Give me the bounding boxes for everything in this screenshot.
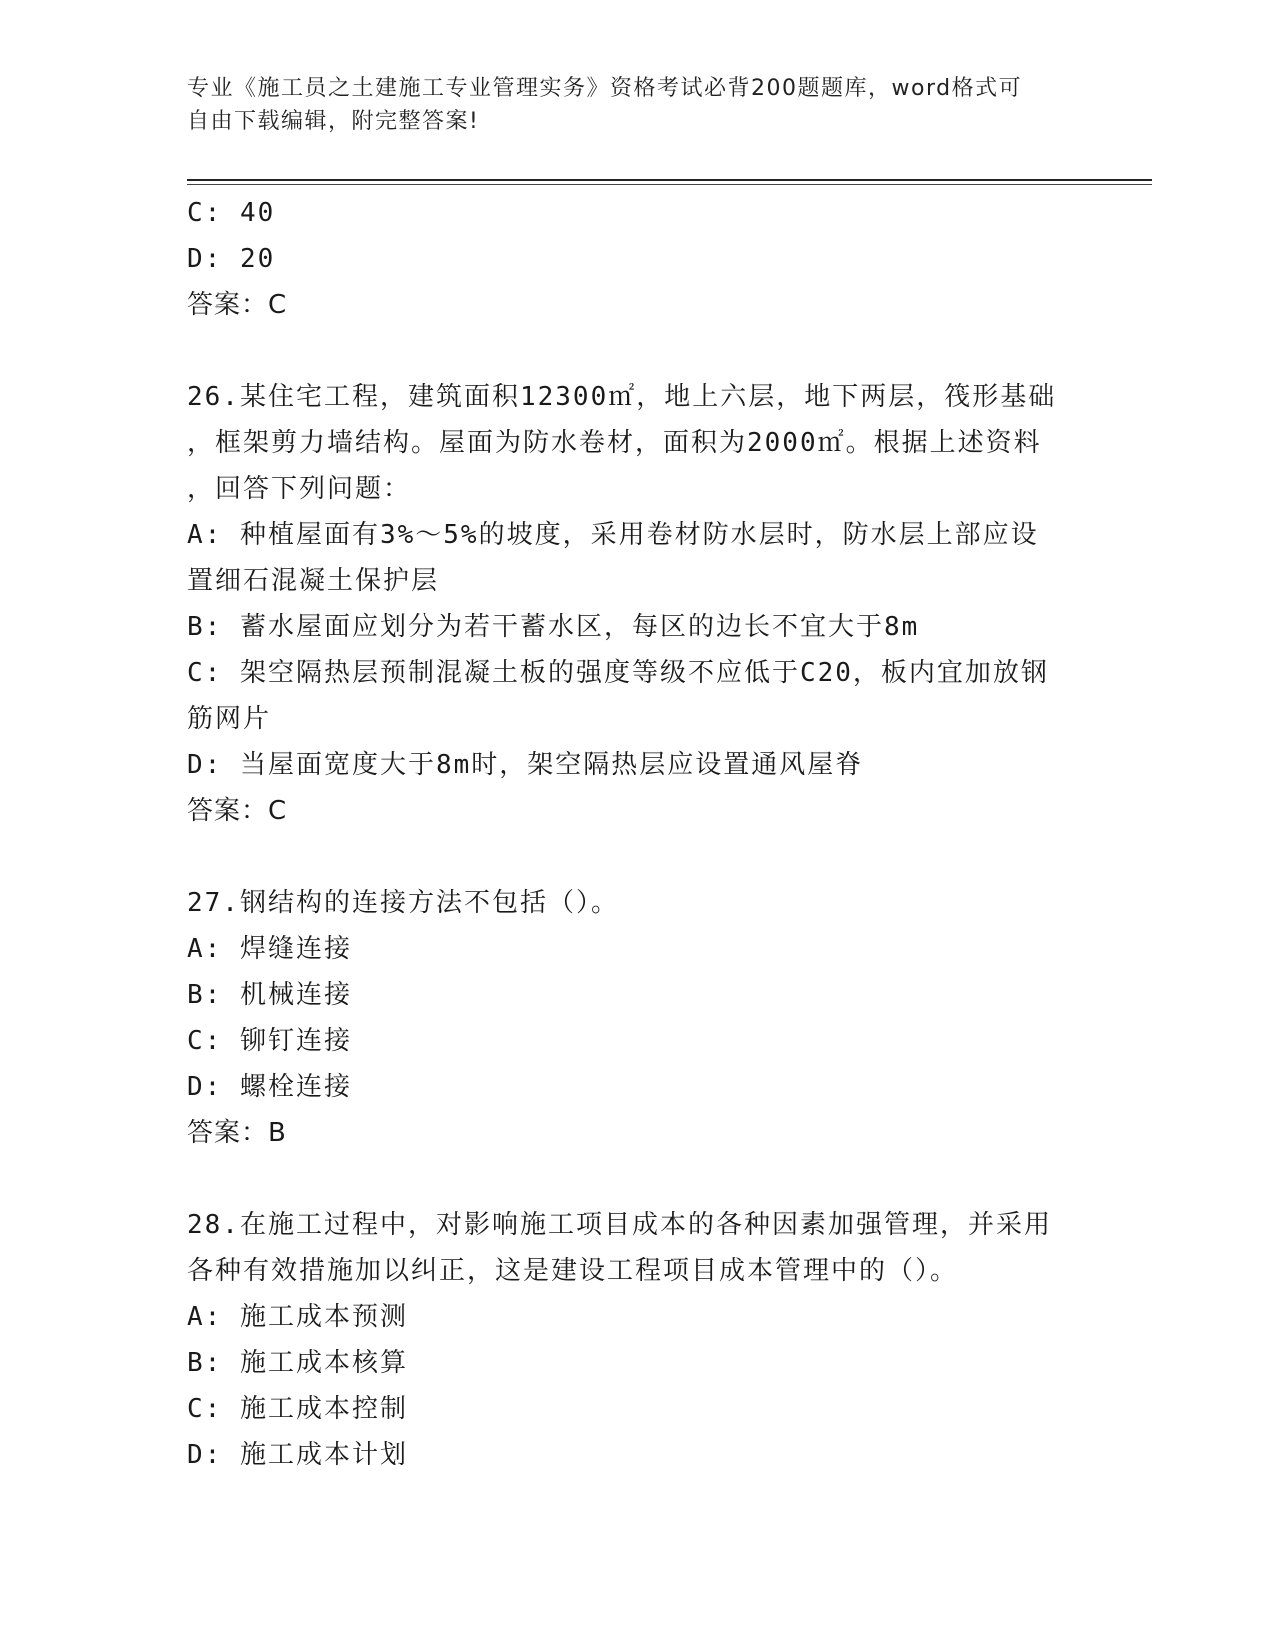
q28-option-a: A: 施工成本预测 — [187, 1302, 408, 1332]
header-rule-thin — [187, 184, 1152, 185]
q26-option-c-line-2: 筋网片 — [187, 704, 272, 734]
q27-stem: 27.钢结构的连接方法不包括（）。 — [187, 888, 619, 918]
q25-option-d: D: 20 — [187, 244, 276, 274]
q25-answer: 答案：C — [187, 290, 288, 320]
q27-option-a: A: 焊缝连接 — [187, 934, 352, 964]
q28-option-b: B: 施工成本核算 — [187, 1348, 408, 1378]
q26-answer: 答案：C — [187, 796, 288, 826]
q26-option-d: D: 当屋面宽度大于8m时，架空隔热层应设置通风屋脊 — [187, 750, 864, 780]
q26-option-a-line-2: 置细石混凝土保护层 — [187, 566, 440, 596]
q26-option-b: B: 蓄水屋面应划分为若干蓄水区，每区的边长不宜大于8m — [187, 612, 920, 642]
header-title-line-1: 专业《施工员之土建施工专业管理实务》资格考试必背200题题库，word格式可 — [187, 76, 1023, 101]
q27-option-c: C: 铆钉连接 — [187, 1026, 352, 1056]
q27-answer: 答案：B — [187, 1118, 287, 1148]
q28-stem-line-2: 各种有效措施加以纠正，这是建设工程项目成本管理中的（）。 — [187, 1256, 959, 1286]
spacer — [187, 328, 1087, 374]
question-list — [187, 190, 1087, 1478]
q26-option-a-line-1: A: 种植屋面有3%～5%的坡度，采用卷材防水层时，防水层上部应设 — [187, 520, 1039, 550]
q28-stem-line-1: 28.在施工过程中，对影响施工项目成本的各种因素加强管理，并采用 — [187, 1210, 1052, 1240]
spacer — [187, 834, 1087, 880]
q28-option-c: C: 施工成本控制 — [187, 1394, 408, 1424]
spacer — [187, 1156, 1087, 1202]
q26-option-c-line-1: C: 架空隔热层预制混凝土板的强度等级不应低于C20，板内宜加放钢 — [187, 658, 1049, 688]
q26-stem-line-2: ，框架剪力墙结构。屋面为防水卷材，面积为2000㎡。根据上述资料 — [187, 428, 1042, 458]
header-rule-thick — [187, 179, 1152, 181]
q26-stem-line-3: ，回答下列问题： — [187, 474, 412, 504]
q27-option-b: B: 机械连接 — [187, 980, 352, 1010]
q27-option-d: D: 螺栓连接 — [187, 1072, 352, 1102]
q25-option-c: C: 40 — [187, 198, 276, 228]
q28-option-d: D: 施工成本计划 — [187, 1440, 408, 1470]
header-title-line-2: 自由下载编辑，附完整答案! — [187, 109, 480, 134]
q26-stem-line-1: 26.某住宅工程，建筑面积12300㎡，地上六层，地下两层，筏形基础 — [187, 382, 1057, 412]
document-header — [187, 72, 1087, 138]
